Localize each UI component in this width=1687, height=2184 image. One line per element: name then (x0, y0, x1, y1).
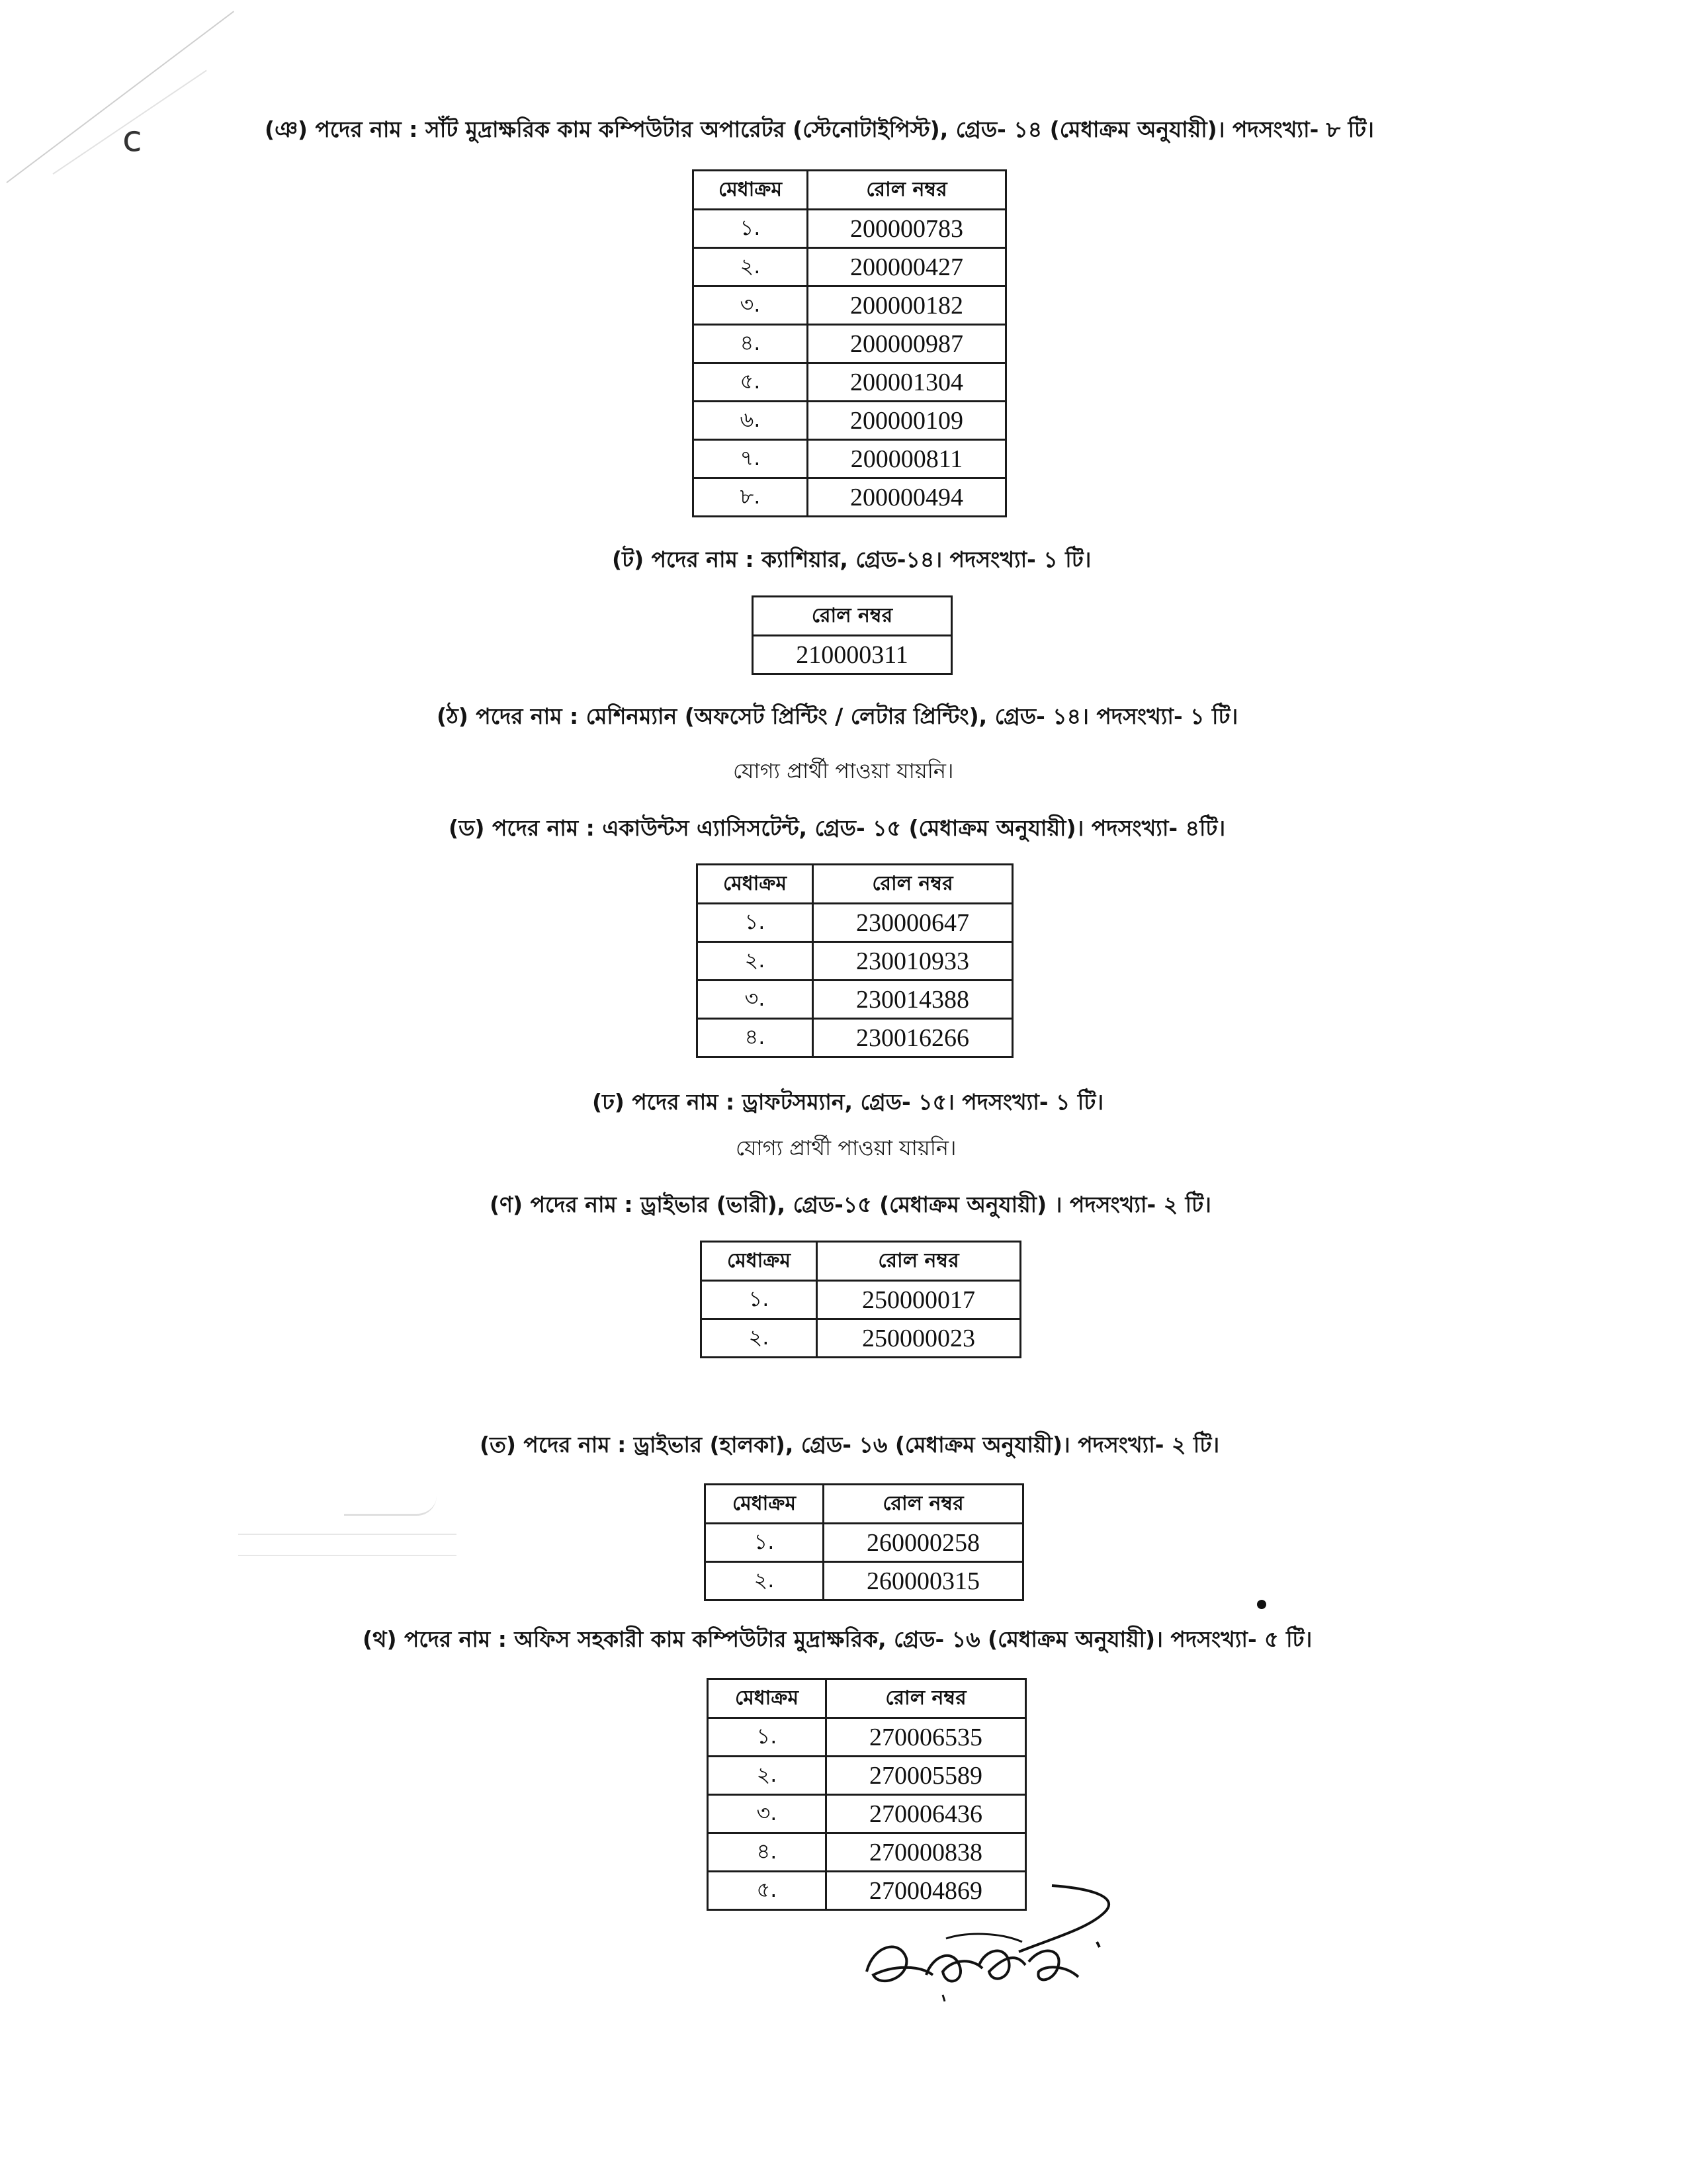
table-row (705, 1524, 1023, 1562)
merit-cell: ২. (708, 1757, 826, 1795)
roll-cell: 260000258 (824, 1524, 1023, 1562)
merit-cell: ১. (708, 1718, 826, 1757)
roll-cell: 270005589 (826, 1757, 1026, 1795)
roll-cell: 200000182 (808, 286, 1006, 325)
merit-cell: ৪. (708, 1833, 826, 1872)
merit-cell: ৫. (708, 1872, 826, 1910)
merit-cell: ৪. (693, 325, 808, 363)
roll-column-header: রোল নম্বর (817, 1242, 1021, 1281)
merit-cell: ২. (697, 942, 813, 981)
roll-cell: 200000109 (808, 402, 1006, 440)
no-candidate-note: যোগ্য প্রার্থী পাওয়া যায়নি। (733, 758, 954, 783)
roll-table (752, 595, 953, 675)
handwritten-signature (853, 1866, 1131, 2005)
merit-cell: ২. (701, 1319, 817, 1358)
merit-cell: ৪. (697, 1019, 813, 1057)
roll-cell: 200000987 (808, 325, 1006, 363)
roll-cell: 270006436 (826, 1795, 1026, 1833)
section-heading: (ড) পদের নাম : একাউন্টস এ্যাসিসটেন্ট, গ্রেড- ১৫ (মেধাক্রম অনুযায়ী)। পদসংখ্যা- ৪টি। (449, 815, 1226, 841)
roll-column-header: রোল নম্বর (824, 1485, 1023, 1524)
table-row (705, 1562, 1023, 1600)
section-heading: (ত) পদের নাম : ড্রাইভার (হালকা), গ্রেড- ১৬ (মেধাক্রম অনুযায়ী)। পদসংখ্যা- ২ টি। (480, 1432, 1220, 1458)
roll-cell: 230010933 (813, 942, 1013, 981)
merit-column-header: মেধাক্রম (708, 1679, 826, 1718)
roll-cell: 260000315 (824, 1562, 1023, 1600)
merit-cell: ১. (701, 1281, 817, 1319)
merit-column-header: মেধাক্রম (693, 171, 808, 210)
roll-cell: 230014388 (813, 981, 1013, 1019)
table-row (693, 478, 1006, 517)
faint-stamp-mark (238, 1534, 456, 1556)
section-heading: (ণ) পদের নাম : ড্রাইভার (ভারী), গ্রেড-১৫ (মেধাক্রম অনুযায়ী) । পদসংখ্যা- ২ টি। (490, 1192, 1211, 1217)
merit-cell: ৩. (693, 286, 808, 325)
merit-cell: ২. (705, 1562, 824, 1600)
roll-cell: 250000017 (817, 1281, 1021, 1319)
no-candidate-note: যোগ্য প্রার্থী পাওয়া যায়নি। (736, 1135, 957, 1160)
roll-cell: 230000647 (813, 904, 1013, 942)
scan-fold-line (6, 11, 234, 183)
merit-cell: ৫. (693, 363, 808, 402)
table-row (697, 942, 1013, 981)
roll-table (704, 1483, 1024, 1601)
merit-cell: ২. (693, 248, 808, 286)
merit-cell: ৩. (697, 981, 813, 1019)
table-row (753, 636, 952, 674)
merit-cell: ১. (693, 210, 808, 248)
table-row (693, 325, 1006, 363)
roll-cell: 200000494 (808, 478, 1006, 517)
table-row (697, 1019, 1013, 1057)
roll-table (696, 863, 1014, 1058)
section-heading: (ঠ) পদের নাম : মেশিনম্যান (অফসেট প্রিন্টিং / লেটার প্রিন্টিং), গ্রেড- ১৪। পদসংখ্যা- ১ টি। (437, 703, 1238, 729)
roll-cell: 210000311 (753, 636, 952, 674)
merit-column-header: মেধাক্রম (701, 1242, 817, 1281)
table-row (693, 210, 1006, 248)
merit-column-header: মেধাক্রম (697, 865, 813, 904)
roll-cell: 230016266 (813, 1019, 1013, 1057)
roll-cell: 200000811 (808, 440, 1006, 478)
merit-cell: ৬. (693, 402, 808, 440)
roll-column-header: রোল নম্বর (813, 865, 1013, 904)
roll-cell: 200000427 (808, 248, 1006, 286)
table-row (693, 286, 1006, 325)
section-heading: (থ) পদের নাম : অফিস সহকারী কাম কম্পিউটার মুদ্রাক্ষরিক, গ্রেড- ১৬ (মেধাক্রম অনুযায়ী)। পদসংখ্যা- ৫ টি। (363, 1626, 1313, 1652)
table-row (708, 1757, 1026, 1795)
table-row (697, 981, 1013, 1019)
table-row (708, 1795, 1026, 1833)
merit-cell: ১. (697, 904, 813, 942)
roll-table (700, 1241, 1021, 1358)
roll-cell: 200000783 (808, 210, 1006, 248)
section-heading: (ঞ) পদের নাম : সাঁট মুদ্রাক্ষরিক কাম কম্পিউটার অপারেটর (স্টেনোটাইপিস্ট), গ্রেড- ১৪ (মেধাক্রম অনুযায়ী)। পদসংখ্যা- ৮ টি। (265, 116, 1374, 142)
table-row (693, 248, 1006, 286)
section-heading: (ট) পদের নাম : ক্যাশিয়ার, গ্রেড-১৪। পদসংখ্যা- ১ টি। (612, 546, 1092, 572)
table-row (693, 440, 1006, 478)
roll-cell: 200001304 (808, 363, 1006, 402)
roll-cell: 270000838 (826, 1833, 1026, 1872)
ink-dot (1257, 1600, 1266, 1609)
section-heading: (ঢ) পদের নাম : ড্রাফটসম্যান, গ্রেড- ১৫। পদসংখ্যা- ১ টি। (592, 1089, 1104, 1115)
merit-cell: ১. (705, 1524, 824, 1562)
merit-cell: ৮. (693, 478, 808, 517)
scan-mark: c (122, 118, 142, 159)
merit-cell: ৩. (708, 1795, 826, 1833)
table-row (701, 1281, 1021, 1319)
roll-cell: 250000023 (817, 1319, 1021, 1358)
table-row (701, 1319, 1021, 1358)
table-row (693, 363, 1006, 402)
merit-column-header: মেধাক্রম (705, 1485, 824, 1524)
faint-stamp-mark (344, 1487, 437, 1516)
roll-column-header: রোল নম্বর (753, 597, 952, 636)
table-row (708, 1718, 1026, 1757)
roll-cell: 270004869 (826, 1872, 1026, 1910)
merit-cell: ৭. (693, 440, 808, 478)
roll-table (692, 169, 1007, 517)
roll-cell: 270006535 (826, 1718, 1026, 1757)
table-row (697, 904, 1013, 942)
roll-column-header: রোল নম্বর (826, 1679, 1026, 1718)
table-row (693, 402, 1006, 440)
roll-column-header: রোল নম্বর (808, 171, 1006, 210)
